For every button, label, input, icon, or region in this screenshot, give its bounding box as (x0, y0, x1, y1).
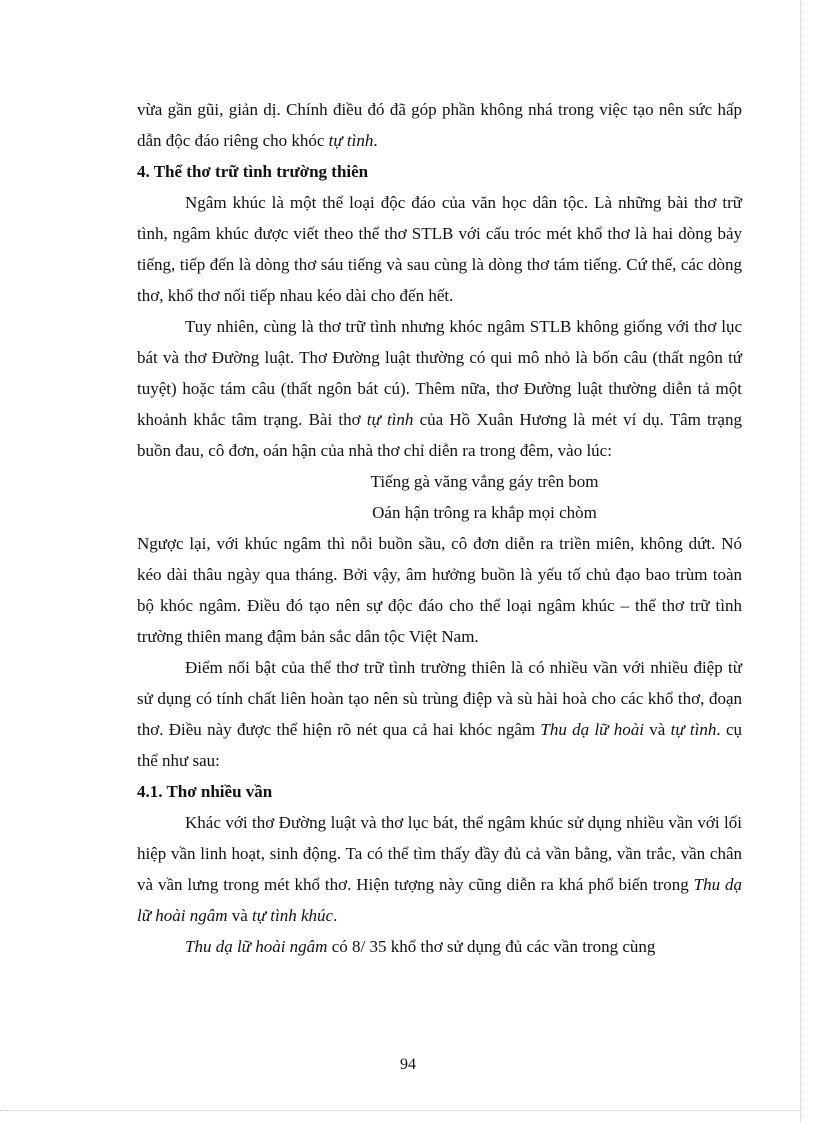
text-run: . (373, 131, 378, 150)
italic-title: tự tình (328, 131, 374, 150)
paragraph-continuation (137, 94, 742, 156)
paragraph (137, 931, 742, 962)
text-run: Điểm nổi bật của thể thơ trữ tình trường thiên là có nhiều vần với nhiều điệp từ sử dụng có tính chất liên hoàn tạo nên sù trùng điệp và sù hài hoà cho các khổ thơ, đoạn thơ. Điều này được thể hiện rõ nét qua cả hai khóc ngâm (137, 658, 742, 739)
paragraph (137, 807, 742, 931)
italic-title: tự tình (670, 720, 717, 739)
text-run: . (333, 906, 338, 925)
paragraph: Ngược lại, với khúc ngâm thì nỗi buồn sầu, cô đơn diễn ra triền miên, không dứt. Nó kéo dài thâu ngày qua tháng. Bởi vậy, âm hưởng buồn là yếu tố chủ đạo bao trùm toàn bộ khóc ngâm. Điều đó tạo nên sự độc đáo cho thể loại ngâm khúc – thể thơ trữ tình trường thiên mang đậm bản sắc dân tộc Việt Nam. (137, 534, 742, 646)
text-run: Tuy nhiên, cùng là thơ trữ tình nhưng khóc ngâm STLB không giống với thơ lục bát và thơ Đường luật. Thơ Đường luật thường có qui mô nhỏ là bốn câu (thất ngôn tứ tuyệt) hoặc tám câu (thất ngôn bát cú). Thêm nữa, thơ Đường luật thường diễn tả một khoảnh khắc tâm trạng. Bài thơ (137, 317, 742, 429)
paragraph: Ngâm khúc là một thể loại độc đáo của văn học dân tộc. Là những bài thơ trữ tình, ngâm khúc được viết theo thể thơ STLB với cấu tróc mét khổ thơ là hai dòng bảy tiếng, tiếp đến là dòng thơ sáu tiếng và sau cùng là dòng thơ tám tiếng. Cứ thế, các dòng thơ, khổ thơ nối tiếp nhau kéo dài cho đến hết. (137, 193, 742, 305)
text-run: có 8/ 35 khổ thơ sử dụng đủ các vần trong cùng (327, 937, 656, 956)
page-number: 94 (400, 1056, 416, 1073)
italic-title: Thu dạ lữ hoài ngâm (185, 937, 328, 956)
page-edge-right (800, 0, 801, 1123)
text-run: và (227, 906, 253, 925)
paragraph (137, 311, 742, 466)
page-edge-bottom (0, 1110, 800, 1111)
verse-line: Tiếng gà văng vẳng gáy trên bom (370, 472, 599, 491)
text-run: của Hồ Xuân Hương là mét ví dụ. Tâm trạng buồn đau, cô đơn, oán hận của nhà thơ chỉ diễn ra trong đêm, vào lúc: (137, 410, 742, 460)
text-run: vừa gần gũi, giản dị. Chính điều đó đã góp phần không nhá trong việc tạo nên sức hấp dẫn độc đáo riêng cho khóc (137, 100, 742, 150)
text-run: . cụ thể như sau: (137, 720, 742, 770)
verse-line: Oán hận trông ra khắp mọi chòm (372, 503, 597, 522)
text-run: Khác với thơ Đường luật và thơ lục bát, thể ngâm khúc sử dụng nhiều vần với lối hiệp vần linh hoạt, sinh động. Ta có thể tìm thấy đầy đủ cả vần bằng, vần trắc, vần chân và vần lưng trong mét khổ thơ. Hiện tượng này cũng diễn ra khá phổ biến trong (137, 813, 742, 894)
text-run: và (643, 720, 671, 739)
italic-title: tự tình (366, 410, 414, 429)
page-body (137, 94, 742, 962)
section-heading-4-1: 4.1. Thơ nhiều vần (137, 782, 273, 801)
paragraph (137, 652, 742, 776)
italic-title: Thu dạ lữ hoài (540, 720, 644, 739)
section-heading-4: 4. Thể thơ trữ tình trường thiên (137, 162, 369, 181)
italic-title: Thu dạ lữ hoài ngâm (137, 875, 742, 925)
italic-title: tự tình khúc (252, 906, 334, 925)
